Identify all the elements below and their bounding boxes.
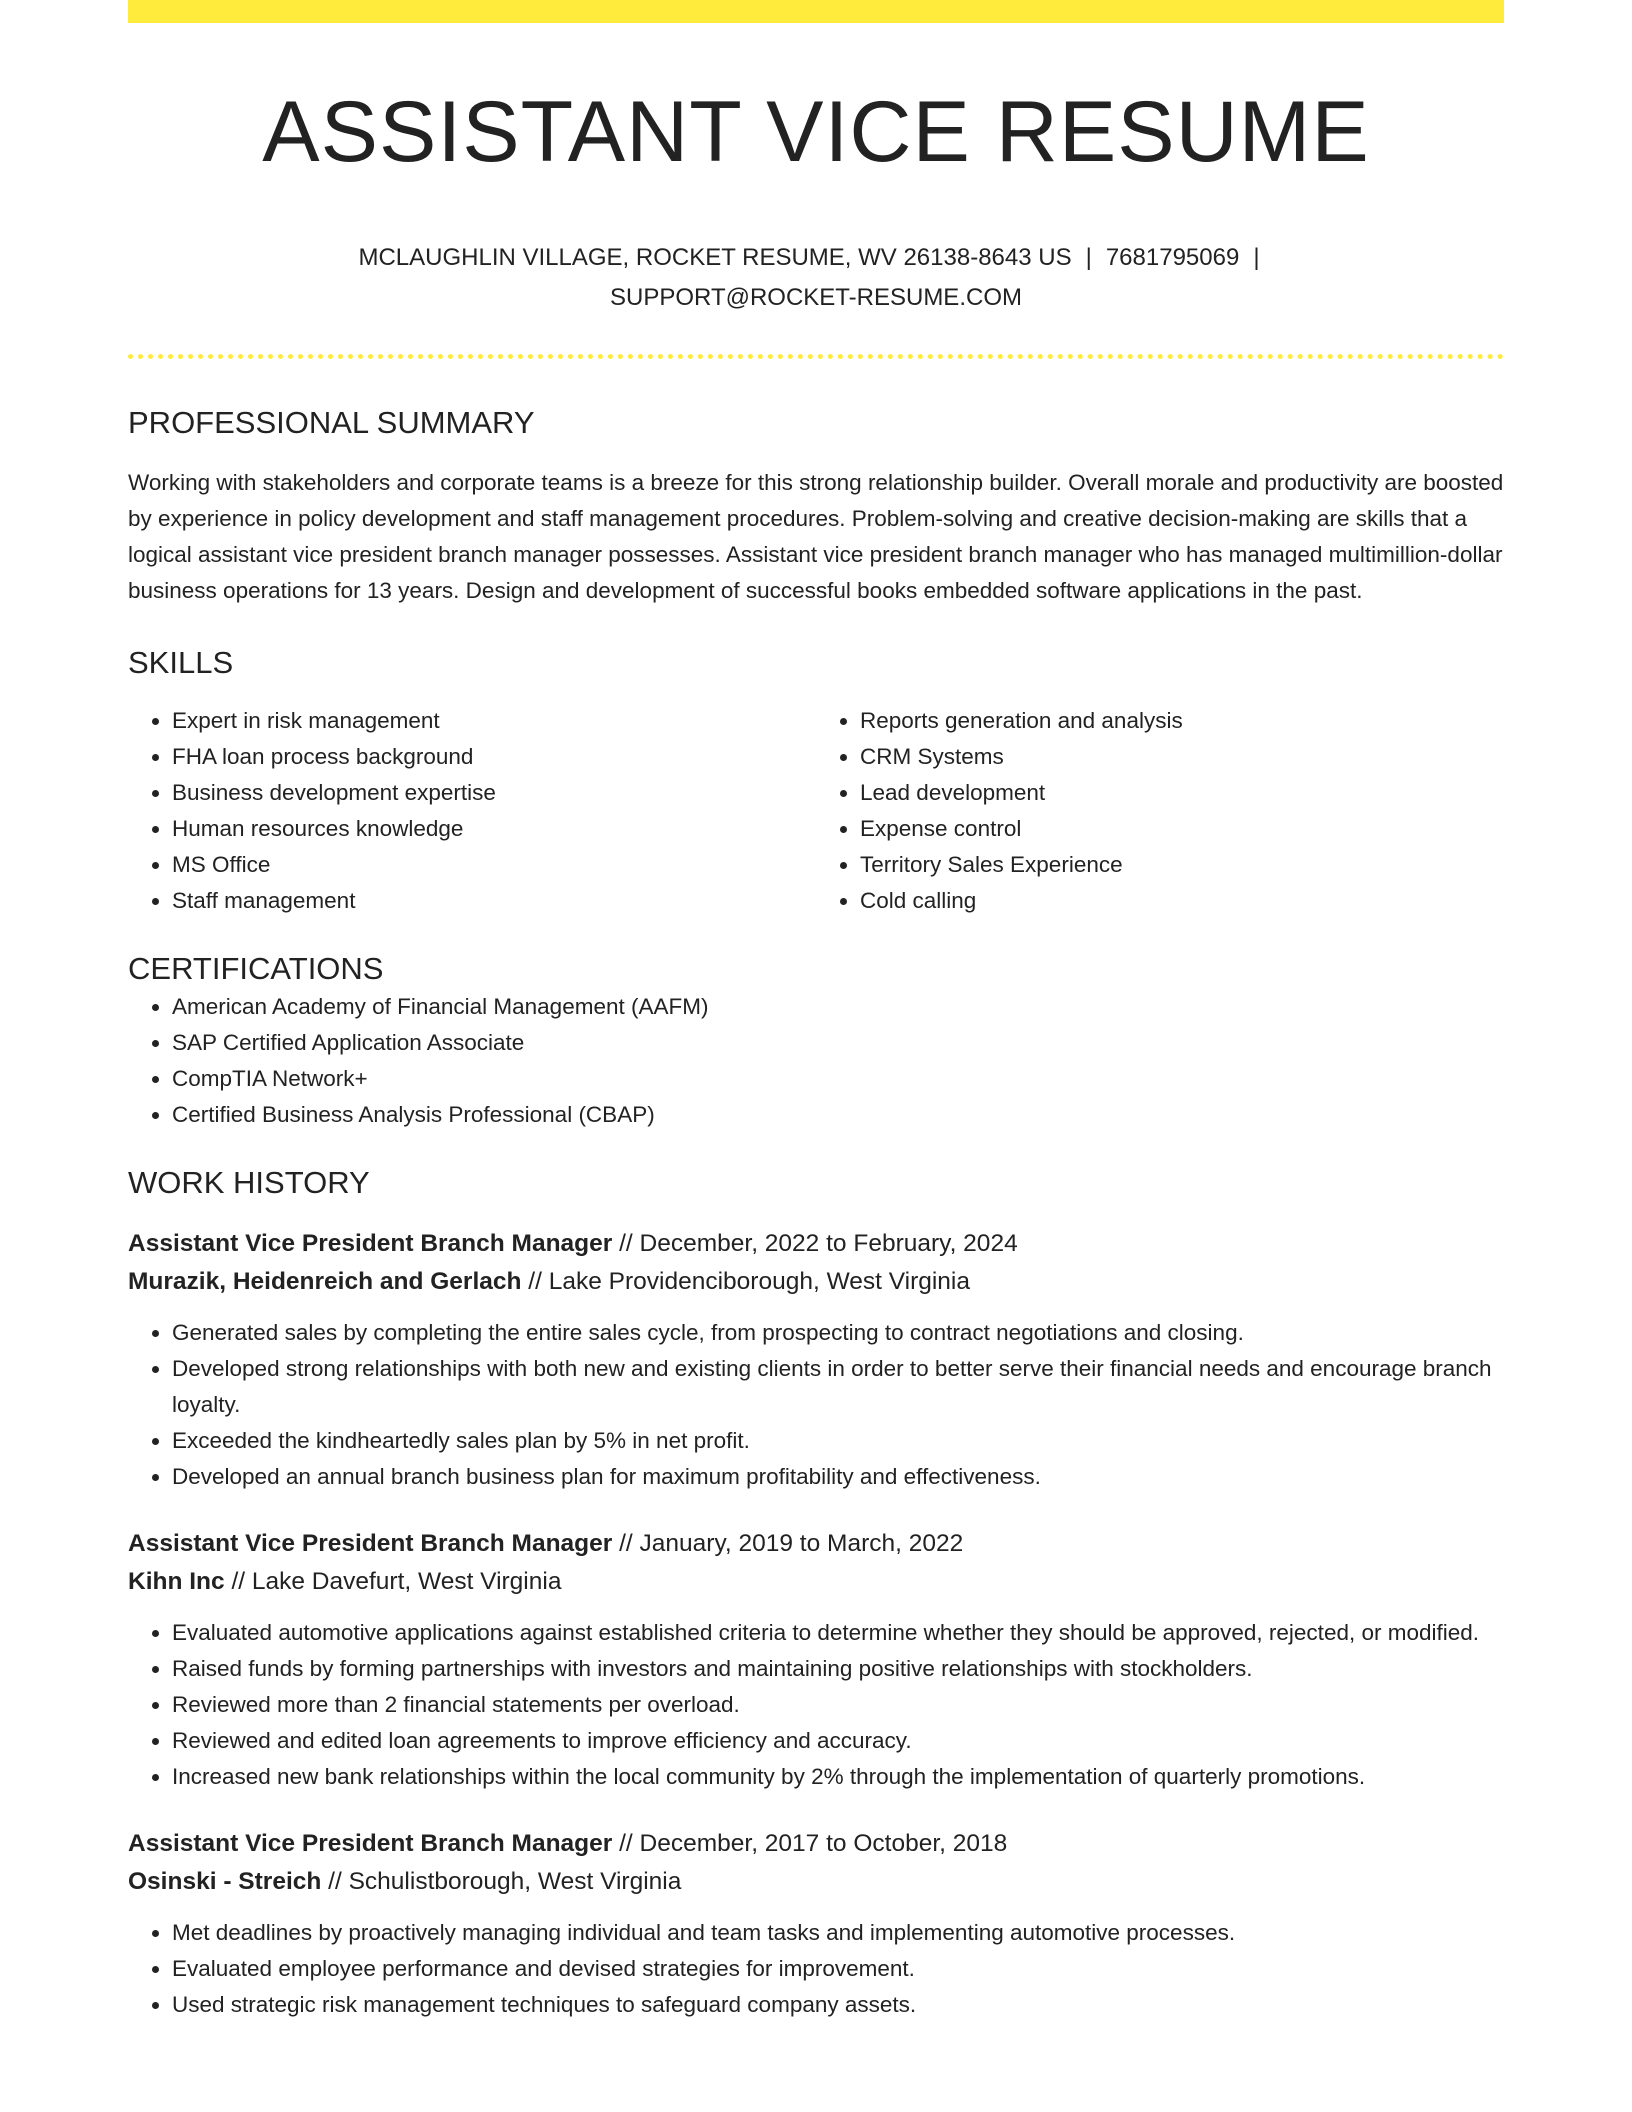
contact-separator: |	[1085, 243, 1092, 271]
job-role-line	[128, 1225, 1504, 1263]
job-dates: // December, 2022 to February, 2024	[619, 1229, 1018, 1257]
job-location: // Lake Davefurt, West Virginia	[231, 1567, 562, 1595]
job-bullet: • Reviewed more than 2 financial statements per overload.	[172, 1687, 1504, 1723]
skills-heading: SKILLS	[128, 644, 234, 680]
job-bullets	[128, 1615, 1504, 1795]
resume-page	[128, 0, 1504, 2023]
contact-address: MCLAUGHLIN VILLAGE, ROCKET RESUME, WV 26138-8643 US	[358, 243, 1072, 271]
job-bullets	[128, 1915, 1504, 2023]
certifications-list	[128, 989, 1504, 1133]
job-entry	[128, 1825, 1504, 2023]
job-bullet: • Reviewed and edited loan agreements to improve efficiency and accuracy.	[172, 1723, 1504, 1759]
dotted-divider	[128, 354, 1504, 359]
work-history-heading: WORK HISTORY	[128, 1164, 370, 1200]
job-company: Kihn Inc	[128, 1567, 225, 1595]
resume-name: ASSISTANT VICE RESUME	[262, 84, 1370, 180]
certifications-heading: CERTIFICATIONS	[128, 950, 384, 986]
certification-item: • American Academy of Financial Management (AAFM)	[172, 989, 1504, 1025]
skill-item: • FHA loan process background	[172, 739, 816, 775]
skills-list-left	[128, 703, 816, 919]
skill-item: • CRM Systems	[860, 739, 1504, 775]
job-company-line	[128, 1263, 1504, 1301]
skill-item: • Human resources knowledge	[172, 811, 816, 847]
job-bullet: • Met deadlines by proactively managing individual and team tasks and implementing automotive processes.	[172, 1915, 1504, 1951]
job-company: Murazik, Heidenreich and Gerlach	[128, 1267, 522, 1295]
skills-columns	[128, 703, 1504, 919]
summary-text: Working with stakeholders and corporate teams is a breeze for this strong relationship builder. Overall morale and productivity are boosted by experience in policy development and staff management procedures. Problem-solving and creative decision-making are skills that a logical assistant vice president branch manager possesses. Assistant vice president branch manager who has managed multimillion-dollar business operations for 13 years. Design and development of successful books embedded software applications in the past.	[128, 469, 1504, 603]
job-bullet: • Exceeded the kindheartedly sales plan by 5% in net profit.	[172, 1423, 1504, 1459]
skill-item: • MS Office	[172, 847, 816, 883]
skill-item: • Lead development	[860, 775, 1504, 811]
certification-item: • SAP Certified Application Associate	[172, 1025, 1504, 1061]
job-bullet: • Used strategic risk management techniques to safeguard company assets.	[172, 1987, 1504, 2023]
job-bullet: • Developed an annual branch business plan for maximum profitability and effectiveness.	[172, 1459, 1504, 1495]
job-bullet: • Evaluated employee performance and devised strategies for improvement.	[172, 1951, 1504, 1987]
summary-heading: PROFESSIONAL SUMMARY	[128, 404, 535, 440]
skill-item: • Expert in risk management	[172, 703, 816, 739]
skills-list-right	[816, 703, 1504, 919]
job-bullets	[128, 1315, 1504, 1495]
certification-item: • CompTIA Network+	[172, 1061, 1504, 1097]
job-dates: // December, 2017 to October, 2018	[619, 1829, 1008, 1857]
job-role: Assistant Vice President Branch Manager	[128, 1829, 613, 1857]
job-dates: // January, 2019 to March, 2022	[619, 1529, 964, 1557]
job-role: Assistant Vice President Branch Manager	[128, 1229, 613, 1257]
job-bullet: • Generated sales by completing the entire sales cycle, from prospecting to contract negotiations and closing.	[172, 1315, 1504, 1351]
job-bullet: • Developed strong relationships with both new and existing clients in order to better serve their financial needs and encourage branch loyalty.	[172, 1351, 1504, 1423]
job-entry	[128, 1525, 1504, 1795]
skill-item: • Expense control	[860, 811, 1504, 847]
accent-top-bar	[128, 0, 1504, 23]
job-bullet: • Raised funds by forming partnerships with investors and maintaining positive relationships with stockholders.	[172, 1651, 1504, 1687]
skill-item: • Staff management	[172, 883, 816, 919]
contact-info	[128, 238, 1504, 318]
job-bullet: • Evaluated automotive applications against established criteria to determine whether they should be approved, rejected, or modified.	[172, 1615, 1504, 1651]
job-role-line	[128, 1825, 1504, 1863]
skill-item: • Business development expertise	[172, 775, 816, 811]
job-location: // Schulistborough, West Virginia	[328, 1867, 682, 1895]
job-bullet: • Increased new bank relationships within the local community by 2% through the implementation of quarterly promotions.	[172, 1759, 1504, 1795]
skill-item: • Cold calling	[860, 883, 1504, 919]
certification-item: • Certified Business Analysis Professional (CBAP)	[172, 1097, 1504, 1133]
job-entry	[128, 1225, 1504, 1495]
skill-item: • Reports generation and analysis	[860, 703, 1504, 739]
contact-separator: |	[1253, 243, 1260, 271]
job-company: Osinski - Streich	[128, 1867, 322, 1895]
job-company-line	[128, 1563, 1504, 1601]
job-role: Assistant Vice President Branch Manager	[128, 1529, 613, 1557]
job-role-line	[128, 1525, 1504, 1563]
job-location: // Lake Providenciborough, West Virginia	[528, 1267, 971, 1295]
contact-email: SUPPORT@ROCKET-RESUME.COM	[610, 283, 1022, 311]
contact-phone: 7681795069	[1105, 243, 1240, 271]
skill-item: • Territory Sales Experience	[860, 847, 1504, 883]
job-company-line	[128, 1863, 1504, 1901]
